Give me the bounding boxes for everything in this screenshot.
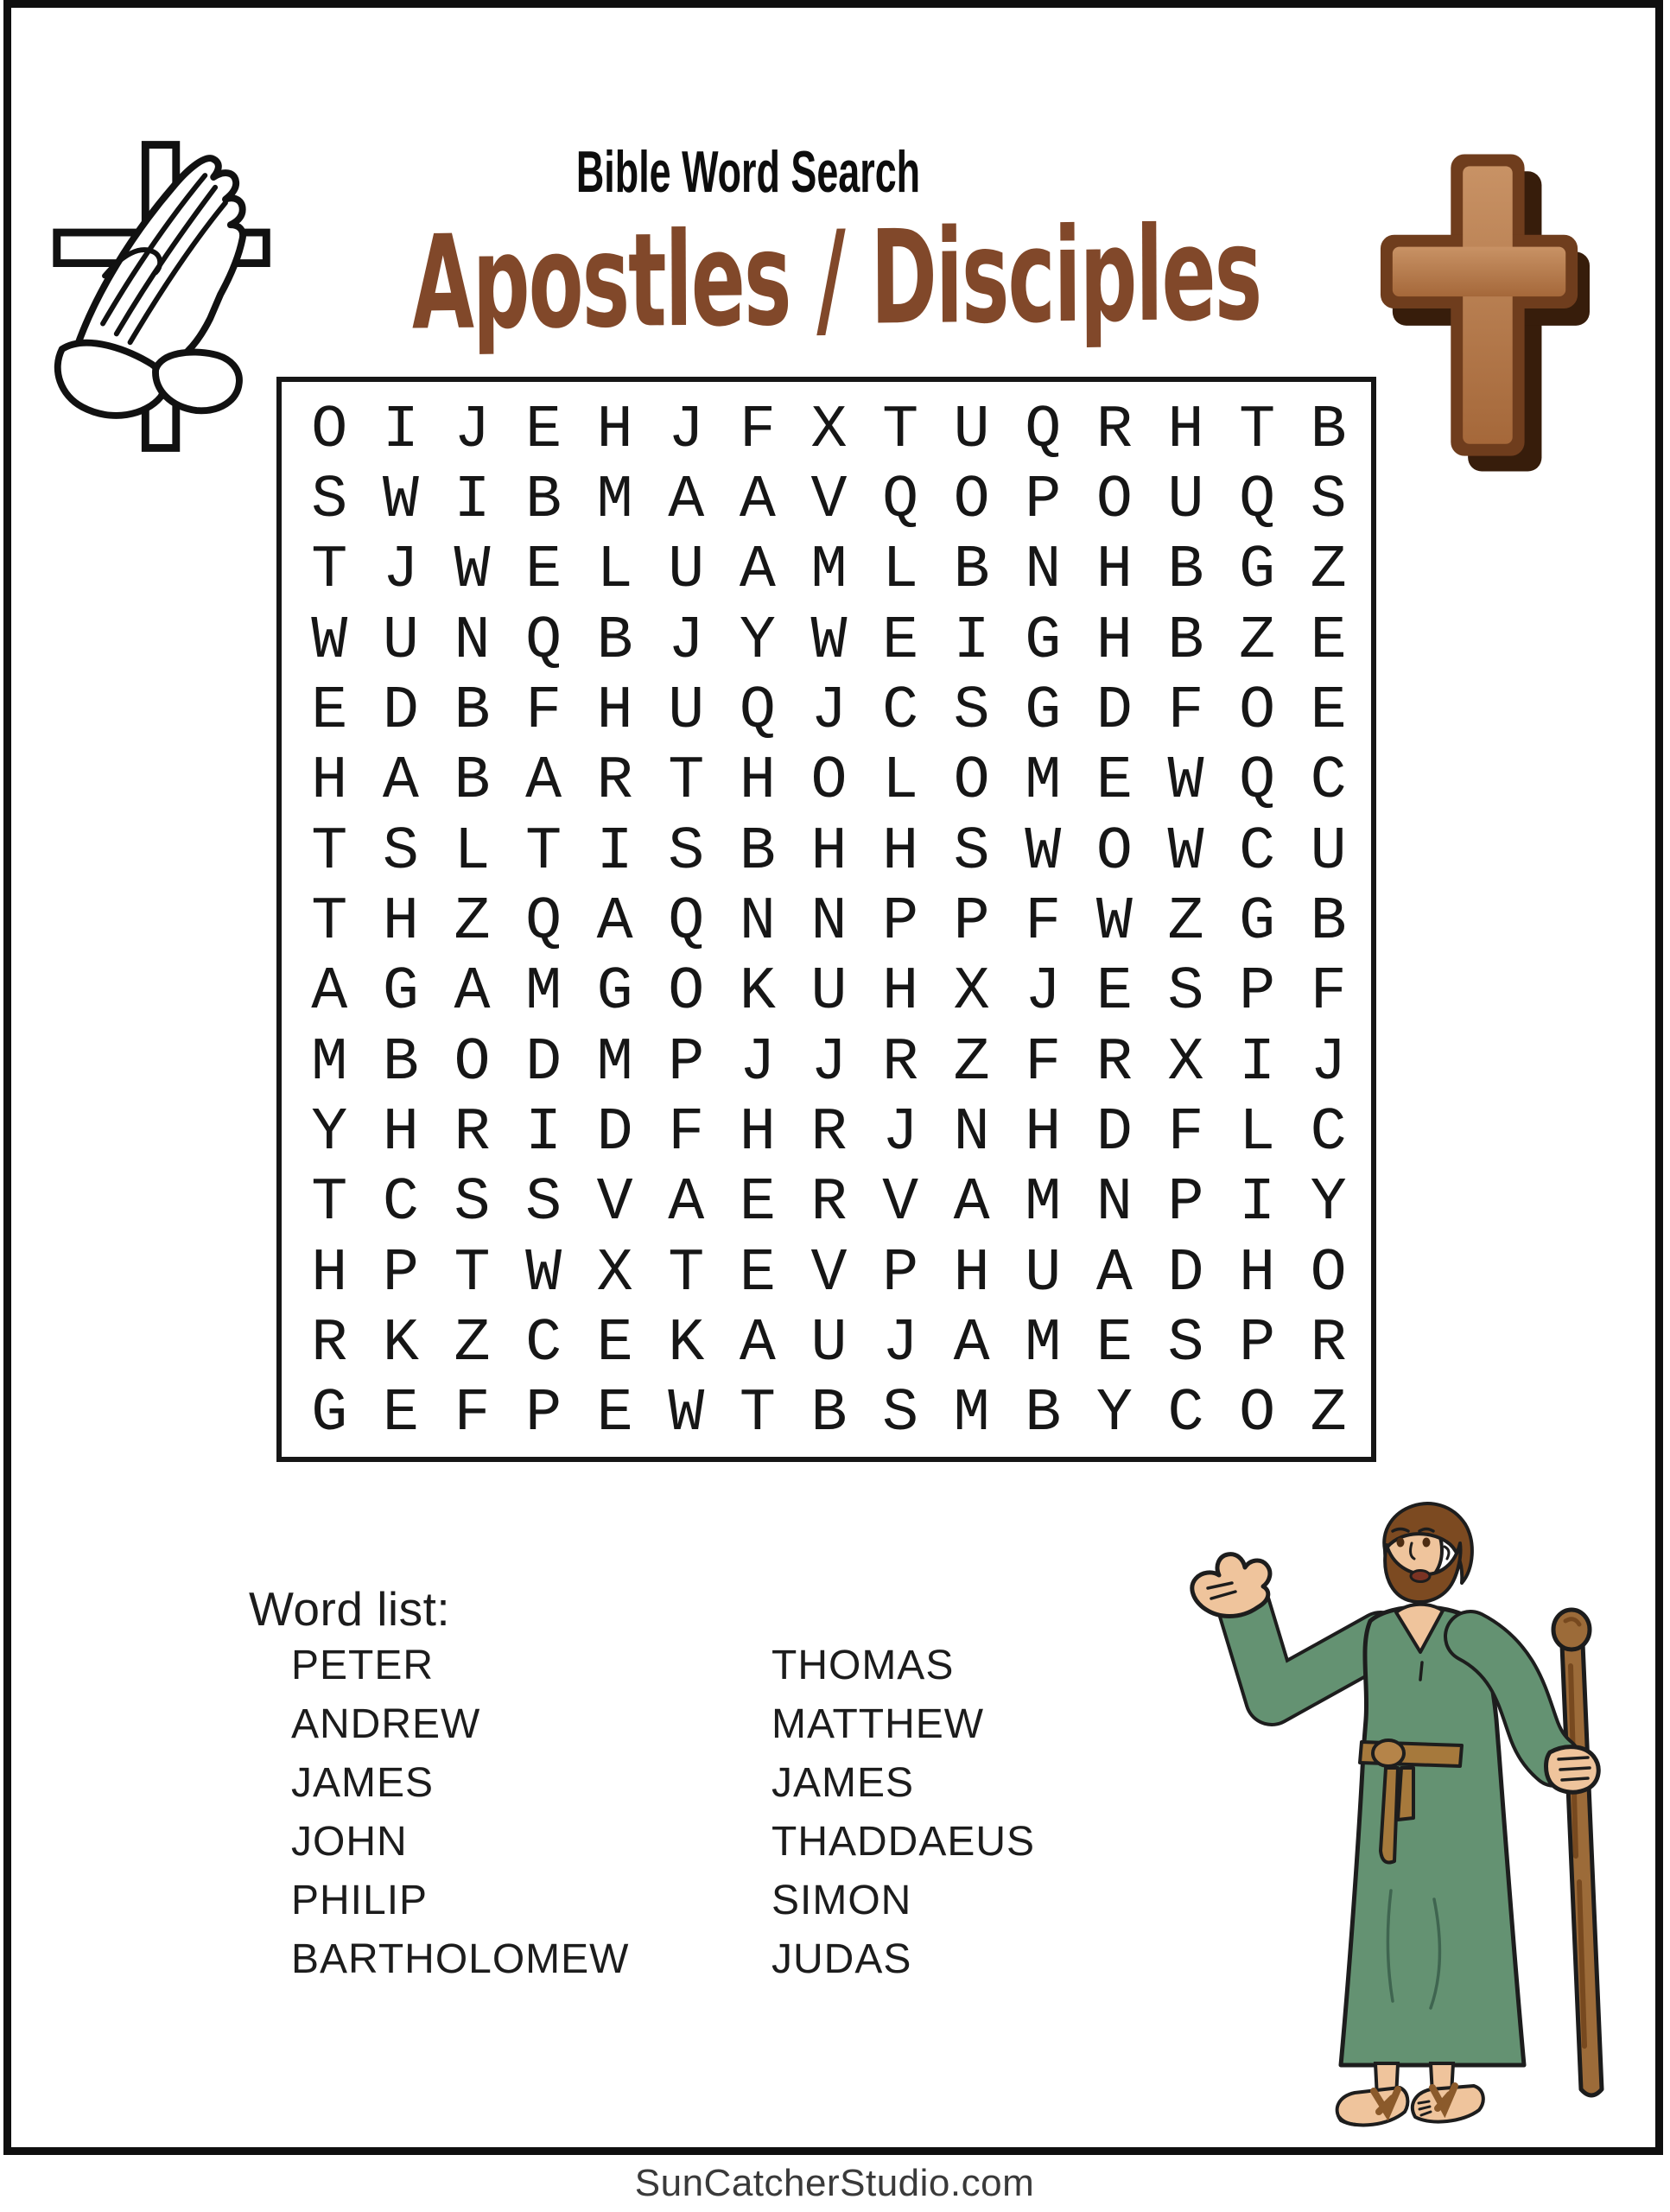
- grid-letter: J: [810, 1028, 848, 1097]
- grid-letter: B: [454, 747, 491, 817]
- grid-letter: H: [1025, 1098, 1062, 1167]
- word-item: JOHN: [291, 1819, 408, 1865]
- main-title: Apostles / Disciples: [411, 199, 1261, 359]
- grid-letter: F: [454, 1380, 491, 1449]
- grid-letter: V: [810, 1239, 848, 1308]
- grid-letter: P: [668, 1028, 705, 1097]
- grid-letter: Q: [882, 466, 919, 535]
- grid-letter: Y: [311, 1098, 348, 1167]
- grid-letter: Q: [1239, 747, 1276, 817]
- grid-letter: O: [953, 747, 990, 817]
- grid-letter: B: [1310, 887, 1347, 957]
- grid-letter: J: [882, 1098, 919, 1167]
- grid-letter: H: [953, 1239, 990, 1308]
- grid-letter: H: [1095, 607, 1133, 676]
- grid-letter: O: [1310, 1239, 1347, 1308]
- grid-letter: V: [810, 466, 848, 535]
- grid-letter: U: [953, 396, 990, 465]
- grid-letter: E: [1095, 747, 1133, 817]
- grid-letter: E: [1310, 607, 1347, 676]
- grid-letter: E: [739, 1239, 776, 1308]
- grid-letter: U: [1310, 817, 1347, 887]
- word-item: JUDAS: [772, 1936, 912, 1982]
- grid-letter: K: [668, 1309, 705, 1378]
- grid-letter: L: [454, 817, 491, 887]
- grid-letter: A: [382, 747, 419, 817]
- grid-letter: R: [1310, 1309, 1347, 1378]
- grid-letter: E: [1310, 677, 1347, 746]
- grid-letter: N: [454, 607, 491, 676]
- grid-letter: W: [1095, 887, 1133, 957]
- grid-letter: C: [1167, 1380, 1204, 1449]
- grid-letter: T: [311, 817, 348, 887]
- grid-letter: W: [1167, 747, 1204, 817]
- grid-letter: R: [1095, 396, 1133, 465]
- grid-letter: M: [1025, 1309, 1062, 1378]
- grid-letter: M: [1025, 1169, 1062, 1238]
- grid-letter: O: [1095, 817, 1133, 887]
- grid-letter: I: [454, 466, 491, 535]
- grid-letter: X: [810, 396, 848, 465]
- grid-letter: J: [739, 1028, 776, 1097]
- grid-letter: S: [882, 1380, 919, 1449]
- grid-letter: D: [596, 1098, 633, 1167]
- grid-letter: S: [953, 677, 990, 746]
- grid-letter: G: [1025, 607, 1062, 676]
- grid-letter: P: [525, 1380, 562, 1449]
- grid-letter: N: [1025, 537, 1062, 606]
- grid-letter: W: [454, 537, 491, 606]
- grid-letter: S: [311, 466, 348, 535]
- grid-letter: U: [668, 537, 705, 606]
- grid-letter: T: [668, 747, 705, 817]
- grid-letter: B: [953, 537, 990, 606]
- word-item: THADDAEUS: [772, 1819, 1036, 1865]
- grid-letter: B: [1167, 537, 1204, 606]
- grid-letter: P: [382, 1239, 419, 1308]
- grid-letter: J: [810, 677, 848, 746]
- word-item: MATTHEW: [772, 1701, 985, 1747]
- grid-letter: T: [739, 1380, 776, 1449]
- grid-letter: H: [882, 958, 919, 1027]
- grid-letter: H: [382, 1098, 419, 1167]
- grid-letter: U: [668, 677, 705, 746]
- grid-letter: F: [525, 677, 562, 746]
- grid-letter: U: [810, 1309, 848, 1378]
- grid-letter: C: [382, 1169, 419, 1238]
- grid-letter: F: [668, 1098, 705, 1167]
- word-list-column-1: [291, 1640, 629, 1993]
- grid-letter: A: [953, 1169, 990, 1238]
- grid-letter: A: [525, 747, 562, 817]
- grid-letter: C: [882, 677, 919, 746]
- grid-letter: N: [739, 887, 776, 957]
- grid-letter: X: [596, 1239, 633, 1308]
- footer-site-text: SunCatcherStudio.com: [634, 2162, 1035, 2204]
- grid-letter: G: [596, 958, 633, 1027]
- grid-letter: A: [596, 887, 633, 957]
- grid-letter: K: [739, 958, 776, 1027]
- grid-letter: S: [953, 817, 990, 887]
- grid-letter: U: [1025, 1239, 1062, 1308]
- grid-letter: X: [953, 958, 990, 1027]
- grid-letter: H: [882, 817, 919, 887]
- grid-letter: J: [668, 607, 705, 676]
- grid-letter: H: [382, 887, 419, 957]
- word-item: PHILIP: [291, 1878, 429, 1923]
- grid-letter: E: [525, 537, 562, 606]
- grid-letter: R: [1095, 1028, 1133, 1097]
- grid-letter: S: [1167, 1309, 1204, 1378]
- grid-letter: D: [1095, 1098, 1133, 1167]
- grid-letter: Z: [1239, 607, 1276, 676]
- grid-letter: C: [1310, 747, 1347, 817]
- grid-letter: W: [382, 466, 419, 535]
- word-list-label: Word list:: [249, 1582, 451, 1636]
- grid-letter: E: [525, 396, 562, 465]
- grid-letter: O: [810, 747, 848, 817]
- grid-letter: F: [1167, 1098, 1204, 1167]
- grid-letter: W: [810, 607, 848, 676]
- grid-letter: E: [382, 1380, 419, 1449]
- grid-letter: O: [1095, 466, 1133, 535]
- grid-letter: S: [454, 1169, 491, 1238]
- grid-letter: M: [810, 537, 848, 606]
- grid-letter: L: [882, 537, 919, 606]
- grid-letter: H: [1239, 1239, 1276, 1308]
- grid-letter: G: [1025, 677, 1062, 746]
- grid-letter: W: [1025, 817, 1062, 887]
- grid-letter: B: [1167, 607, 1204, 676]
- grid-letter: H: [311, 1239, 348, 1308]
- grid-letter: Z: [953, 1028, 990, 1097]
- grid-letter: F: [1025, 887, 1062, 957]
- grid-letter: O: [1239, 677, 1276, 746]
- kicker-title: Bible Word Search: [575, 139, 921, 205]
- grid-letter: H: [739, 1098, 776, 1167]
- grid-letter: S: [668, 817, 705, 887]
- grid-letter: G: [311, 1380, 348, 1449]
- grid-letter: Y: [1310, 1169, 1347, 1238]
- grid-letter: U: [382, 607, 419, 676]
- grid-letter: P: [882, 1239, 919, 1308]
- grid-letter: I: [382, 396, 419, 465]
- grid-letter: J: [1025, 958, 1062, 1027]
- grid-letter: Z: [1310, 537, 1347, 606]
- letter-grid: [294, 396, 1364, 1450]
- grid-letter: J: [382, 537, 419, 606]
- word-search-grid: [276, 377, 1376, 1462]
- grid-letter: R: [596, 747, 633, 817]
- grid-letter: R: [810, 1169, 848, 1238]
- grid-letter: C: [525, 1309, 562, 1378]
- grid-letter: Y: [739, 607, 776, 676]
- word-item: ANDREW: [291, 1701, 481, 1747]
- grid-letter: Z: [1310, 1380, 1347, 1449]
- grid-letter: I: [1239, 1169, 1276, 1238]
- grid-letter: Q: [525, 887, 562, 957]
- grid-letter: A: [953, 1309, 990, 1378]
- grid-letter: E: [596, 1380, 633, 1449]
- grid-letter: M: [596, 1028, 633, 1097]
- grid-letter: B: [525, 466, 562, 535]
- word-item: THOMAS: [772, 1643, 955, 1688]
- grid-letter: B: [382, 1028, 419, 1097]
- wooden-cross-icon: [1375, 149, 1590, 475]
- grid-letter: D: [1167, 1239, 1204, 1308]
- grid-letter: F: [1167, 677, 1204, 746]
- grid-letter: O: [953, 466, 990, 535]
- grid-letter: B: [596, 607, 633, 676]
- grid-letter: S: [525, 1169, 562, 1238]
- grid-letter: V: [882, 1169, 919, 1238]
- grid-letter: L: [1239, 1098, 1276, 1167]
- grid-letter: A: [1095, 1239, 1133, 1308]
- grid-letter: H: [596, 677, 633, 746]
- grid-letter: D: [382, 677, 419, 746]
- grid-letter: P: [1239, 1309, 1276, 1378]
- grid-letter: A: [739, 537, 776, 606]
- grid-letter: M: [1025, 747, 1062, 817]
- grid-letter: N: [810, 887, 848, 957]
- grid-letter: G: [1239, 537, 1276, 606]
- grid-letter: B: [810, 1380, 848, 1449]
- grid-letter: C: [1310, 1098, 1347, 1167]
- grid-letter: W: [1167, 817, 1204, 887]
- grid-letter: E: [1095, 1309, 1133, 1378]
- grid-letter: F: [1310, 958, 1347, 1027]
- grid-letter: M: [311, 1028, 348, 1097]
- grid-letter: H: [1095, 537, 1133, 606]
- word-item: BARTHOLOMEW: [291, 1936, 630, 1982]
- grid-letter: A: [311, 958, 348, 1027]
- grid-letter: T: [882, 396, 919, 465]
- grid-letter: B: [1025, 1380, 1062, 1449]
- grid-letter: T: [311, 1169, 348, 1238]
- grid-letter: M: [596, 466, 633, 535]
- grid-letter: W: [668, 1380, 705, 1449]
- grid-letter: F: [739, 396, 776, 465]
- grid-letter: B: [1310, 396, 1347, 465]
- grid-letter: P: [953, 887, 990, 957]
- grid-letter: O: [1239, 1380, 1276, 1449]
- grid-letter: E: [311, 677, 348, 746]
- grid-letter: Q: [1025, 396, 1062, 465]
- word-item: PETER: [291, 1643, 435, 1688]
- grid-letter: Z: [1167, 887, 1204, 957]
- grid-letter: O: [454, 1028, 491, 1097]
- grid-letter: I: [1239, 1028, 1276, 1097]
- grid-letter: N: [1095, 1169, 1133, 1238]
- grid-letter: R: [882, 1028, 919, 1097]
- grid-letter: S: [382, 817, 419, 887]
- grid-letter: J: [454, 396, 491, 465]
- grid-letter: P: [1167, 1169, 1204, 1238]
- grid-letter: H: [810, 817, 848, 887]
- grid-letter: E: [1095, 958, 1133, 1027]
- grid-letter: I: [596, 817, 633, 887]
- grid-letter: A: [454, 958, 491, 1027]
- grid-letter: R: [810, 1098, 848, 1167]
- word-item: JAMES: [291, 1760, 435, 1806]
- grid-letter: T: [525, 817, 562, 887]
- grid-letter: M: [525, 958, 562, 1027]
- apostle-man-icon: [1175, 1493, 1667, 2134]
- grid-letter: J: [668, 396, 705, 465]
- grid-letter: P: [1025, 466, 1062, 535]
- grid-letter: O: [311, 396, 348, 465]
- grid-letter: Q: [739, 677, 776, 746]
- grid-letter: P: [882, 887, 919, 957]
- grid-letter: S: [1310, 466, 1347, 535]
- grid-letter: K: [382, 1309, 419, 1378]
- grid-letter: A: [668, 466, 705, 535]
- grid-letter: E: [596, 1309, 633, 1378]
- grid-letter: V: [596, 1169, 633, 1238]
- grid-letter: Q: [1239, 466, 1276, 535]
- grid-letter: T: [454, 1239, 491, 1308]
- grid-letter: B: [739, 817, 776, 887]
- grid-letter: F: [1025, 1028, 1062, 1097]
- grid-letter: R: [454, 1098, 491, 1167]
- grid-letter: I: [525, 1098, 562, 1167]
- grid-letter: S: [1167, 958, 1204, 1027]
- grid-letter: O: [668, 958, 705, 1027]
- grid-letter: P: [1239, 958, 1276, 1027]
- grid-letter: H: [1167, 396, 1204, 465]
- grid-letter: T: [311, 887, 348, 957]
- grid-letter: C: [1239, 817, 1276, 887]
- grid-letter: W: [525, 1239, 562, 1308]
- grid-letter: M: [953, 1380, 990, 1449]
- grid-letter: Z: [454, 1309, 491, 1378]
- grid-letter: G: [1239, 887, 1276, 957]
- grid-letter: L: [596, 537, 633, 606]
- word-list-column-2: [772, 1640, 1035, 1993]
- grid-letter: B: [454, 677, 491, 746]
- grid-letter: Q: [525, 607, 562, 676]
- grid-letter: E: [882, 607, 919, 676]
- grid-letter: T: [1239, 396, 1276, 465]
- grid-letter: X: [1167, 1028, 1204, 1097]
- grid-letter: Z: [454, 887, 491, 957]
- grid-letter: J: [882, 1309, 919, 1378]
- grid-letter: H: [596, 396, 633, 465]
- word-item: JAMES: [772, 1760, 915, 1806]
- grid-letter: U: [810, 958, 848, 1027]
- grid-letter: I: [953, 607, 990, 676]
- grid-letter: N: [953, 1098, 990, 1167]
- grid-letter: A: [739, 466, 776, 535]
- grid-letter: T: [311, 537, 348, 606]
- grid-letter: A: [739, 1309, 776, 1378]
- grid-letter: E: [739, 1169, 776, 1238]
- word-item: SIMON: [772, 1878, 912, 1923]
- grid-letter: W: [311, 607, 348, 676]
- grid-letter: Y: [1095, 1380, 1133, 1449]
- grid-letter: G: [382, 958, 419, 1027]
- grid-letter: J: [1310, 1028, 1347, 1097]
- grid-letter: T: [668, 1239, 705, 1308]
- grid-letter: H: [739, 747, 776, 817]
- grid-letter: A: [668, 1169, 705, 1238]
- grid-letter: H: [311, 747, 348, 817]
- grid-letter: U: [1167, 466, 1204, 535]
- grid-letter: L: [882, 747, 919, 817]
- grid-letter: R: [311, 1309, 348, 1378]
- grid-letter: Q: [668, 887, 705, 957]
- grid-letter: D: [525, 1028, 562, 1097]
- grid-letter: D: [1095, 677, 1133, 746]
